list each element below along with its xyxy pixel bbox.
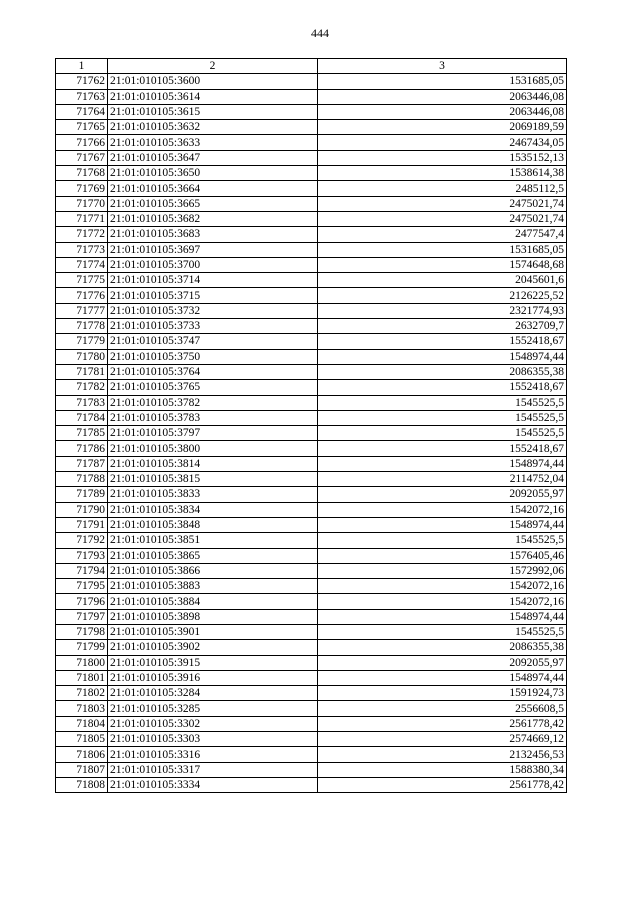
cadastral-number: 21:01:010105:3302 — [108, 716, 318, 731]
row-number: 71766 — [56, 135, 108, 150]
row-number: 71792 — [56, 533, 108, 548]
cadastral-value: 1542072,16 — [318, 579, 567, 594]
row-number: 71769 — [56, 181, 108, 196]
row-number: 71789 — [56, 487, 108, 502]
table-row — [56, 211, 567, 226]
cadastral-number: 21:01:010105:3614 — [108, 89, 318, 104]
cadastral-number: 21:01:010105:3902 — [108, 640, 318, 655]
row-number: 71780 — [56, 349, 108, 364]
cadastral-value: 2063446,08 — [318, 104, 567, 119]
table-row — [56, 303, 567, 318]
row-number: 71765 — [56, 120, 108, 135]
cadastral-number: 21:01:010105:3797 — [108, 426, 318, 441]
table-row — [56, 517, 567, 532]
cadastral-value: 1545525,5 — [318, 426, 567, 441]
cadastral-value: 1545525,5 — [318, 624, 567, 639]
table-row — [56, 104, 567, 119]
cadastral-value: 1531685,05 — [318, 242, 567, 257]
cadastral-number: 21:01:010105:3815 — [108, 472, 318, 487]
row-number: 71795 — [56, 579, 108, 594]
row-number: 71782 — [56, 380, 108, 395]
row-number: 71791 — [56, 517, 108, 532]
row-number: 71808 — [56, 777, 108, 792]
cadastral-value: 1545525,5 — [318, 533, 567, 548]
table-row — [56, 120, 567, 135]
data-table — [55, 58, 567, 793]
cadastral-number: 21:01:010105:3814 — [108, 456, 318, 471]
row-number: 71800 — [56, 655, 108, 670]
row-number: 71806 — [56, 747, 108, 762]
cadastral-number: 21:01:010105:3683 — [108, 227, 318, 242]
table-row — [56, 594, 567, 609]
cadastral-value: 2561778,42 — [318, 777, 567, 792]
cadastral-number: 21:01:010105:3883 — [108, 579, 318, 594]
row-number: 71803 — [56, 701, 108, 716]
table-row — [56, 502, 567, 517]
table-body — [56, 74, 567, 793]
cadastral-number: 21:01:010105:3898 — [108, 609, 318, 624]
row-number: 71778 — [56, 319, 108, 334]
row-number: 71798 — [56, 624, 108, 639]
table-row — [56, 579, 567, 594]
table-row — [56, 716, 567, 731]
cadastral-value: 2574669,12 — [318, 732, 567, 747]
cadastral-value: 2132456,53 — [318, 747, 567, 762]
cadastral-number: 21:01:010105:3316 — [108, 747, 318, 762]
cadastral-number: 21:01:010105:3632 — [108, 120, 318, 135]
row-number: 71777 — [56, 303, 108, 318]
table-row — [56, 624, 567, 639]
header-row — [56, 59, 567, 74]
cadastral-value: 1545525,5 — [318, 410, 567, 425]
cadastral-number: 21:01:010105:3633 — [108, 135, 318, 150]
cadastral-value: 2321774,93 — [318, 303, 567, 318]
cadastral-value: 1548974,44 — [318, 456, 567, 471]
table-row — [56, 288, 567, 303]
cadastral-number: 21:01:010105:3765 — [108, 380, 318, 395]
table-row — [56, 181, 567, 196]
table-row — [56, 456, 567, 471]
row-number: 71768 — [56, 166, 108, 181]
cadastral-number: 21:01:010105:3715 — [108, 288, 318, 303]
table-row — [56, 548, 567, 563]
table-row — [56, 533, 567, 548]
table-row — [56, 395, 567, 410]
row-number: 71773 — [56, 242, 108, 257]
row-number: 71794 — [56, 563, 108, 578]
cadastral-number: 21:01:010105:3800 — [108, 441, 318, 456]
cadastral-number: 21:01:010105:3733 — [108, 319, 318, 334]
cadastral-value: 1552418,67 — [318, 380, 567, 395]
row-number: 71804 — [56, 716, 108, 731]
table-row — [56, 257, 567, 272]
cadastral-value: 2632709,7 — [318, 319, 567, 334]
cadastral-value: 2475021,74 — [318, 211, 567, 226]
cadastral-number: 21:01:010105:3665 — [108, 196, 318, 211]
cadastral-number: 21:01:010105:3664 — [108, 181, 318, 196]
row-number: 71805 — [56, 732, 108, 747]
table-row — [56, 762, 567, 777]
cadastral-number: 21:01:010105:3714 — [108, 273, 318, 288]
cadastral-number: 21:01:010105:3615 — [108, 104, 318, 119]
cadastral-number: 21:01:010105:3317 — [108, 762, 318, 777]
cadastral-value: 2069189,59 — [318, 120, 567, 135]
cadastral-value: 2467434,05 — [318, 135, 567, 150]
cadastral-value: 2086355,38 — [318, 640, 567, 655]
cadastral-number: 21:01:010105:3764 — [108, 364, 318, 379]
cadastral-value: 2561778,42 — [318, 716, 567, 731]
row-number: 71787 — [56, 456, 108, 471]
cadastral-number: 21:01:010105:3848 — [108, 517, 318, 532]
row-number: 71770 — [56, 196, 108, 211]
cadastral-value: 1542072,16 — [318, 594, 567, 609]
cadastral-number: 21:01:010105:3697 — [108, 242, 318, 257]
table-row — [56, 196, 567, 211]
cadastral-value: 1548974,44 — [318, 517, 567, 532]
table-row — [56, 655, 567, 670]
row-number: 71781 — [56, 364, 108, 379]
row-number: 71788 — [56, 472, 108, 487]
cadastral-value: 2485112,5 — [318, 181, 567, 196]
cadastral-value: 1574648,68 — [318, 257, 567, 272]
row-number: 71775 — [56, 273, 108, 288]
cadastral-value: 2114752,04 — [318, 472, 567, 487]
cadastral-number: 21:01:010105:3600 — [108, 74, 318, 89]
row-number: 71797 — [56, 609, 108, 624]
cadastral-number: 21:01:010105:3647 — [108, 150, 318, 165]
cadastral-number: 21:01:010105:3901 — [108, 624, 318, 639]
table-row — [56, 609, 567, 624]
cadastral-number: 21:01:010105:3834 — [108, 502, 318, 517]
column-header-3: 3 — [318, 59, 567, 74]
cadastral-number: 21:01:010105:3303 — [108, 732, 318, 747]
table-row — [56, 472, 567, 487]
row-number: 71772 — [56, 227, 108, 242]
table-row — [56, 273, 567, 288]
table-row — [56, 701, 567, 716]
table-row — [56, 166, 567, 181]
cadastral-value: 2063446,08 — [318, 89, 567, 104]
cadastral-value: 1588380,34 — [318, 762, 567, 777]
cadastral-number: 21:01:010105:3285 — [108, 701, 318, 716]
cadastral-number: 21:01:010105:3747 — [108, 334, 318, 349]
row-number: 71783 — [56, 395, 108, 410]
row-number: 71762 — [56, 74, 108, 89]
cadastral-number: 21:01:010105:3915 — [108, 655, 318, 670]
table-row — [56, 227, 567, 242]
row-number: 71776 — [56, 288, 108, 303]
row-number: 71785 — [56, 426, 108, 441]
cadastral-number: 21:01:010105:3851 — [108, 533, 318, 548]
cadastral-number: 21:01:010105:3732 — [108, 303, 318, 318]
table-row — [56, 334, 567, 349]
cadastral-value: 2477547,4 — [318, 227, 567, 242]
column-header-1: 1 — [56, 59, 108, 74]
cadastral-value: 1548974,44 — [318, 349, 567, 364]
table-row — [56, 686, 567, 701]
cadastral-number: 21:01:010105:3750 — [108, 349, 318, 364]
row-number: 71771 — [56, 211, 108, 226]
cadastral-value: 2045601,6 — [318, 273, 567, 288]
cadastral-value: 2086355,38 — [318, 364, 567, 379]
cadastral-value: 2556608,5 — [318, 701, 567, 716]
row-number: 71790 — [56, 502, 108, 517]
cadastral-value: 1548974,44 — [318, 670, 567, 685]
cadastral-value: 1542072,16 — [318, 502, 567, 517]
cadastral-number: 21:01:010105:3916 — [108, 670, 318, 685]
table-row — [56, 426, 567, 441]
table-row — [56, 242, 567, 257]
cadastral-number: 21:01:010105:3334 — [108, 777, 318, 792]
row-number: 71802 — [56, 686, 108, 701]
table-row — [56, 319, 567, 334]
cadastral-number: 21:01:010105:3865 — [108, 548, 318, 563]
row-number: 71796 — [56, 594, 108, 609]
table-row — [56, 487, 567, 502]
cadastral-value: 1531685,05 — [318, 74, 567, 89]
cadastral-number: 21:01:010105:3682 — [108, 211, 318, 226]
table-row — [56, 150, 567, 165]
cadastral-value: 1552418,67 — [318, 441, 567, 456]
cadastral-value: 1552418,67 — [318, 334, 567, 349]
table-row — [56, 777, 567, 792]
table-row — [56, 563, 567, 578]
row-number: 71763 — [56, 89, 108, 104]
cadastral-number: 21:01:010105:3284 — [108, 686, 318, 701]
row-number: 71786 — [56, 441, 108, 456]
table-row — [56, 747, 567, 762]
cadastral-number: 21:01:010105:3783 — [108, 410, 318, 425]
table-row — [56, 441, 567, 456]
cadastral-number: 21:01:010105:3833 — [108, 487, 318, 502]
table-row — [56, 74, 567, 89]
cadastral-value: 1545525,5 — [318, 395, 567, 410]
table-row — [56, 410, 567, 425]
cadastral-value: 2475021,74 — [318, 196, 567, 211]
cadastral-value: 1591924,73 — [318, 686, 567, 701]
row-number: 71793 — [56, 548, 108, 563]
cadastral-value: 1548974,44 — [318, 609, 567, 624]
row-number: 71784 — [56, 410, 108, 425]
row-number: 71774 — [56, 257, 108, 272]
row-number: 71799 — [56, 640, 108, 655]
cadastral-number: 21:01:010105:3700 — [108, 257, 318, 272]
cadastral-value: 2092055,97 — [318, 655, 567, 670]
table-row — [56, 89, 567, 104]
row-number: 71801 — [56, 670, 108, 685]
cadastral-value: 1576405,46 — [318, 548, 567, 563]
table-row — [56, 670, 567, 685]
cadastral-number: 21:01:010105:3884 — [108, 594, 318, 609]
cadastral-value: 2092055,97 — [318, 487, 567, 502]
cadastral-value: 1538614,38 — [318, 166, 567, 181]
row-number: 71779 — [56, 334, 108, 349]
column-header-2: 2 — [108, 59, 318, 74]
table-row — [56, 349, 567, 364]
table-row — [56, 364, 567, 379]
cadastral-value: 1535152,13 — [318, 150, 567, 165]
row-number: 71767 — [56, 150, 108, 165]
row-number: 71764 — [56, 104, 108, 119]
cadastral-number: 21:01:010105:3650 — [108, 166, 318, 181]
cadastral-number: 21:01:010105:3782 — [108, 395, 318, 410]
cadastral-value: 2126225,52 — [318, 288, 567, 303]
table-row — [56, 380, 567, 395]
cadastral-value: 1572992,06 — [318, 563, 567, 578]
table-row — [56, 640, 567, 655]
table-row — [56, 135, 567, 150]
page-number: 444 — [311, 26, 329, 40]
row-number: 71807 — [56, 762, 108, 777]
cadastral-number: 21:01:010105:3866 — [108, 563, 318, 578]
table-row — [56, 732, 567, 747]
